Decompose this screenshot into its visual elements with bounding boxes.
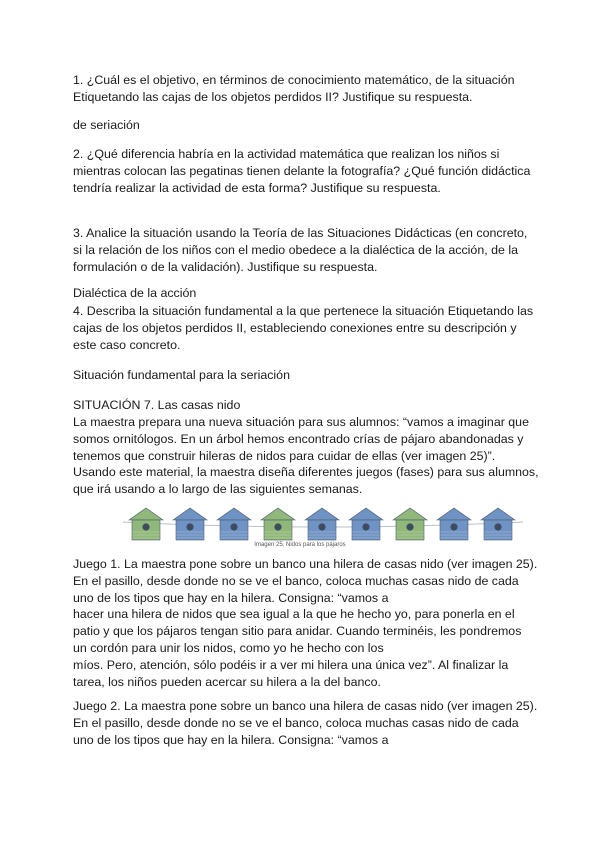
nest-house: [217, 508, 251, 540]
answer-4: Situación fundamental para la seriación: [73, 368, 290, 382]
text-line: 4. Describa la situación fundamental a la que pertenece la situación Etiquetando las: [73, 304, 534, 318]
answer-3: Dialéctica de la acción: [73, 286, 197, 300]
nest-house: [349, 508, 383, 540]
text-line: tenemos que construir hileras de nidos para cuidar de ellas (ver imagen 25)”.: [73, 448, 496, 463]
text-line: cajas de los objetos perdidos II, estableciendo conexiones entre su descripción y: [73, 320, 517, 335]
nest-house: [437, 508, 471, 540]
nest-house: [305, 508, 339, 540]
text-line: Etiquetando las cajas de los objetos perdidos II? Justifique su respuesta.: [73, 89, 473, 104]
text-line: patio y que los pájaros tengan sitio para anidar. Cuando terminéis, les pondremos: [73, 624, 522, 639]
question-1: [73, 72, 533, 106]
situation-title: SITUACIÓN 7. Las casas nido: [73, 398, 241, 412]
text-line: La maestra prepara una nueva situación para sus alumnos: “vamos a imaginar que: [73, 415, 529, 429]
text-line: 1. ¿Cuál es el objetivo, en términos de conocimiento matemático, de la situación: [73, 73, 515, 87]
text-line: Juego 1. La maestra pone sobre un banco una hilera de casas nido (ver imagen 25).: [73, 557, 538, 571]
nest-house: [173, 508, 207, 540]
nest-house: [129, 508, 163, 540]
text-line: hacer una hilera de nidos que sea igual a la que he hecho yo, para ponerla en el: [73, 607, 515, 622]
text-line: Usando este material, la maestra diseña diferentes juegos (fases) para sus alumnos,: [73, 465, 539, 480]
nest-house: [393, 508, 427, 540]
question-4: [73, 303, 533, 353]
game-2: [73, 698, 538, 748]
situation-intro: [73, 414, 539, 498]
answer-1: de seriación: [73, 118, 140, 132]
text-line: un cordón para unir los nidos, como yo he hecho con los: [73, 640, 384, 655]
nest-house: [481, 508, 515, 540]
nest-houses-figure: [123, 506, 523, 544]
figure-caption: Imagen 25. Nidos para los pájaros: [254, 542, 346, 548]
text-line: Juego 2. La maestra pone sobre un banco una hilera de casas nido (ver imagen 25).: [73, 699, 538, 713]
text-line: somos ornitólogos. En un árbol hemos encontrado crías de pájaro abandonadas y: [73, 431, 524, 446]
text-line: este caso concreto.: [73, 337, 181, 352]
text-line: uno de los tipos que hay en la hilera. Consigna: “vamos a: [73, 732, 389, 747]
question-3: [73, 225, 533, 275]
text-line: formulación o de la validación). Justifique su respuesta.: [73, 259, 378, 274]
text-line: tendría realizar la actividad de esta forma? Justifique su respuesta.: [73, 180, 441, 195]
text-line: 2. ¿Qué diferencia habría en la actividad matemática que realizan los niños si: [73, 147, 500, 161]
text-line: 3. Analice la situación usando la Teoría de las Situaciones Didácticas (en concreto,: [73, 226, 528, 240]
text-line: mientras colocan las pegatinas tienen delante la fotografía? ¿Qué función didáctica: [73, 163, 531, 178]
text-line: tarea, los niños pueden acercar su hilera a la del banco.: [73, 674, 381, 689]
text-line: si la relación de los niños con el medio obedece a la dialéctica de la acción, de la: [73, 242, 518, 257]
text-line: uno de los tipos que hay en la hilera. Consigna: “vamos a: [73, 590, 389, 605]
game-1: [73, 556, 538, 690]
nest-house: [261, 508, 295, 540]
text-line: que irá usando a lo largo de las siguientes semanas.: [73, 482, 363, 497]
question-2: [73, 146, 533, 196]
text-line: En el pasillo, desde donde no se ve el banco, coloca muchas casas nido de cada: [73, 573, 519, 588]
text-line: En el pasillo, desde donde no se ve el banco, coloca muchas casas nido de cada: [73, 715, 519, 730]
text-line: míos. Pero, atención, sólo podéis ir a ver mi hilera una única vez”. Al finalizar la: [73, 657, 509, 672]
